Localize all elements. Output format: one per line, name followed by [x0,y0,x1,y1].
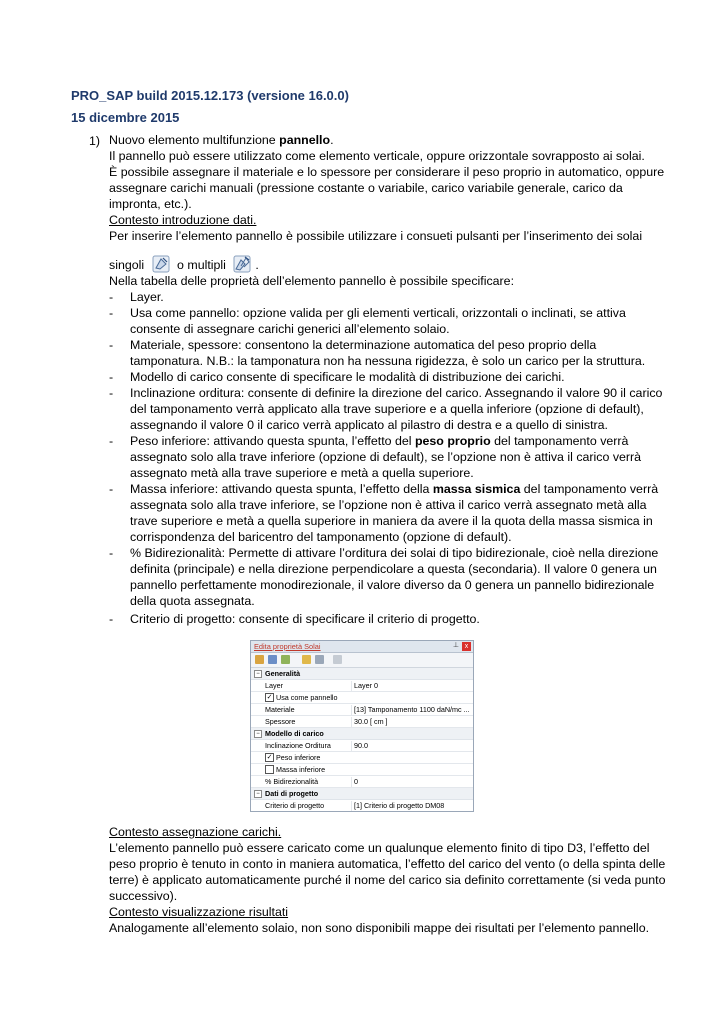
release-date: 15 dicembre 2015 [71,110,180,125]
bullet-dash: - [109,338,114,352]
section-heading-input: Contesto introduzione dati. [109,213,257,227]
property-row-bidirezionalita[interactable]: % Bidirezionalità 0 [251,776,473,788]
paragraph-line: Nella tabella delle proprietà dell’elemento pannello è possibile specificare: [109,274,515,288]
paragraph-line: Il pannello può essere utilizzato come elemento verticale, oppure orizzontale sovrapposto ai solai. [109,149,645,163]
list-icon[interactable] [281,655,290,664]
edit-icon[interactable] [268,655,277,664]
section-heading-loads: Contesto assegnazione carichi. [109,825,282,839]
bullet-line: assegnato solo alla trave inferiore (opzione di default), se l’opzione non è attiva il carico verrà [130,450,642,464]
bullet-dash: - [109,612,114,626]
paragraph-line: Per inserire l’elemento pannello è possibile utilizzare i consueti pulsanti per l’inserimento dei solai [109,229,643,243]
bullet-line: consente di assegnare carichi generici all’elemento solaio. [130,322,450,336]
single-slab-icon [152,255,170,273]
item-number: 1) [89,134,101,148]
paragraph-line: È possibile assegnare il materiale e lo spessore per considerare il peso proprio in automatico, oppure [109,165,665,179]
bullet-line: pannello perfettamente monodirezionale, il valore diverso da 0 genera un pannello bidirezionale [130,578,655,592]
refresh-icon[interactable] [333,655,342,664]
property-row-massa-inferiore[interactable]: Massa inferiore [251,764,473,776]
collapse-icon[interactable]: − [254,790,262,798]
collapse-icon[interactable]: − [254,730,262,738]
release-title: PRO_SAP build 2015.12.173 (versione 16.0.0) [71,88,349,103]
paragraph-line: impronta, etc.). [109,197,192,211]
brush-icon[interactable] [302,655,311,664]
bullet-line: assegnando il valore 0 il carico verrà applicato al pilastro di destra e a quello di sinistra. [130,418,608,432]
paragraph-line: Analogamente all’elemento solaio, non sono disponibili mappe dei risultati per l’elemento pannello. [109,921,650,935]
bullet-line: % Bidirezionalità: Permette di attivare l’orditura dei solai di tipo bidirezionale, cioè nella direzione [130,546,659,560]
panel-title: Edita proprietà Solai [254,642,321,651]
panel-titlebar [251,641,473,653]
property-row-inclinazione[interactable]: Inclinazione Orditura 90.0 [251,740,473,752]
bullet-line: della quota assegnata. [130,594,255,608]
bullet-line: del tamponamento verrà applicato alla trave superiore e a quella inferiore (opzione di default), [130,402,644,416]
section-heading-results: Contesto visualizzazione risultati [109,905,289,919]
grid-view-icon[interactable] [255,655,264,664]
bullet-line: Inclinazione orditura: consente di definire la direzione del carico. Assegnando il valore 90 il carico [130,386,663,400]
bullet-dash: - [109,386,114,400]
bullet-line: assegnato metà alla trave superiore e metà a quella superiore. [130,466,474,480]
bullet-line: Materiale, spessore: consentono la determinazione automatica del peso proprio della [130,338,597,352]
property-row-materiale[interactable]: Materiale [13] Tamponamento 1100 daN/mc ... [251,704,473,716]
checkbox-massa-inferiore[interactable] [265,765,274,774]
panel-toolbar [251,653,473,668]
bullet-dash: - [109,482,114,496]
property-row-layer[interactable]: Layer Layer 0 [251,680,473,692]
buttons-line: singoli o multipli . [109,255,259,273]
bullet-line: Layer. [130,290,164,304]
group-dati-di-progetto[interactable]: − Dati di progetto [251,788,473,800]
paragraph-line: peso proprio è tenuto in conto in maniera automatica, l’effetto del carico del vento (o della spinta delle [109,857,666,871]
bullet-line: Peso inferiore: attivando questa spunta, l’effetto del peso proprio del tamponamento verrà [130,434,629,448]
bullet-line: tamponatura. N.B.: la tamponatura non ha nessuna rigidezza, è solo un carico per la struttura. [130,354,646,368]
group-generalita[interactable]: − Generalità [251,668,473,680]
dropdown-icon[interactable] [315,655,324,664]
property-row-peso-inferiore[interactable]: ✓ Peso inferiore [251,752,473,764]
checkbox-usa-come-pannello[interactable]: ✓ [266,694,273,701]
collapse-icon[interactable]: − [254,670,262,678]
bullet-line: Modello di carico consente di specificare le modalità di distribuzione dei carichi. [130,370,565,384]
pin-icon[interactable]: ⊥ [452,642,459,649]
multi-slab-icon [233,255,251,273]
bullet-line: Criterio di progetto: consente di specificare il criterio di progetto. [130,612,480,626]
bullet-line: Massa inferiore: attivando questa spunta, l’effetto della massa sismica del tamponamento verrà [130,482,659,496]
bullet-dash: - [109,370,114,384]
property-row-spessore[interactable]: Spessore 30.0 [ cm ] [251,716,473,728]
properties-panel [250,640,474,812]
property-row-criterio[interactable]: Criterio di progetto [1] Criterio di progetto DM08 [251,800,473,812]
bullet-dash: - [109,434,114,448]
group-modello-di-carico[interactable]: − Modello di carico [251,728,473,740]
bullet-line: corrispondenza del baricentro del tamponamento (opzione di default). [130,530,512,544]
checkbox-peso-inferiore[interactable]: ✓ [266,754,273,761]
bullet-dash: - [109,546,114,560]
property-row-usa-come-pannello[interactable]: ✓ Usa come pannello [251,692,473,704]
bullet-line: trave superiore e metà a quella superiore in maniera da avere il la quota della massa sismica in [130,514,653,528]
bullet-line: definita (principale) e nella direzione perpendicolare a questa (secondaria). Il valore 0 genera un [130,562,657,576]
paragraph-line: L’elemento pannello può essere caricato come un qualunque elemento finito di tipo D3, l’effetto del [109,841,650,855]
bullet-line: Usa come pannello: opzione valida per gli elementi verticali, orizzontali o inclinati, se attiva [130,306,626,320]
paragraph-line: successivo). [109,889,178,903]
bullet-line: assegnata solo alla trave inferiore, se l’opzione non è attiva il carico verrà assegnato metà alla [130,498,647,512]
close-button[interactable]: x [462,642,471,651]
paragraph-line: assegnare carichi manuali (pressione costante o variabile, carico variabile generale, carico da [109,181,623,195]
item-title: Nuovo elemento multifunzione pannello. [109,133,334,147]
bullet-dash: - [109,290,114,304]
bullet-dash: - [109,306,114,320]
paragraph-line: terre) è applicato automaticamente purché il nome del carico sia definito correttamente (si veda punto [109,873,666,887]
